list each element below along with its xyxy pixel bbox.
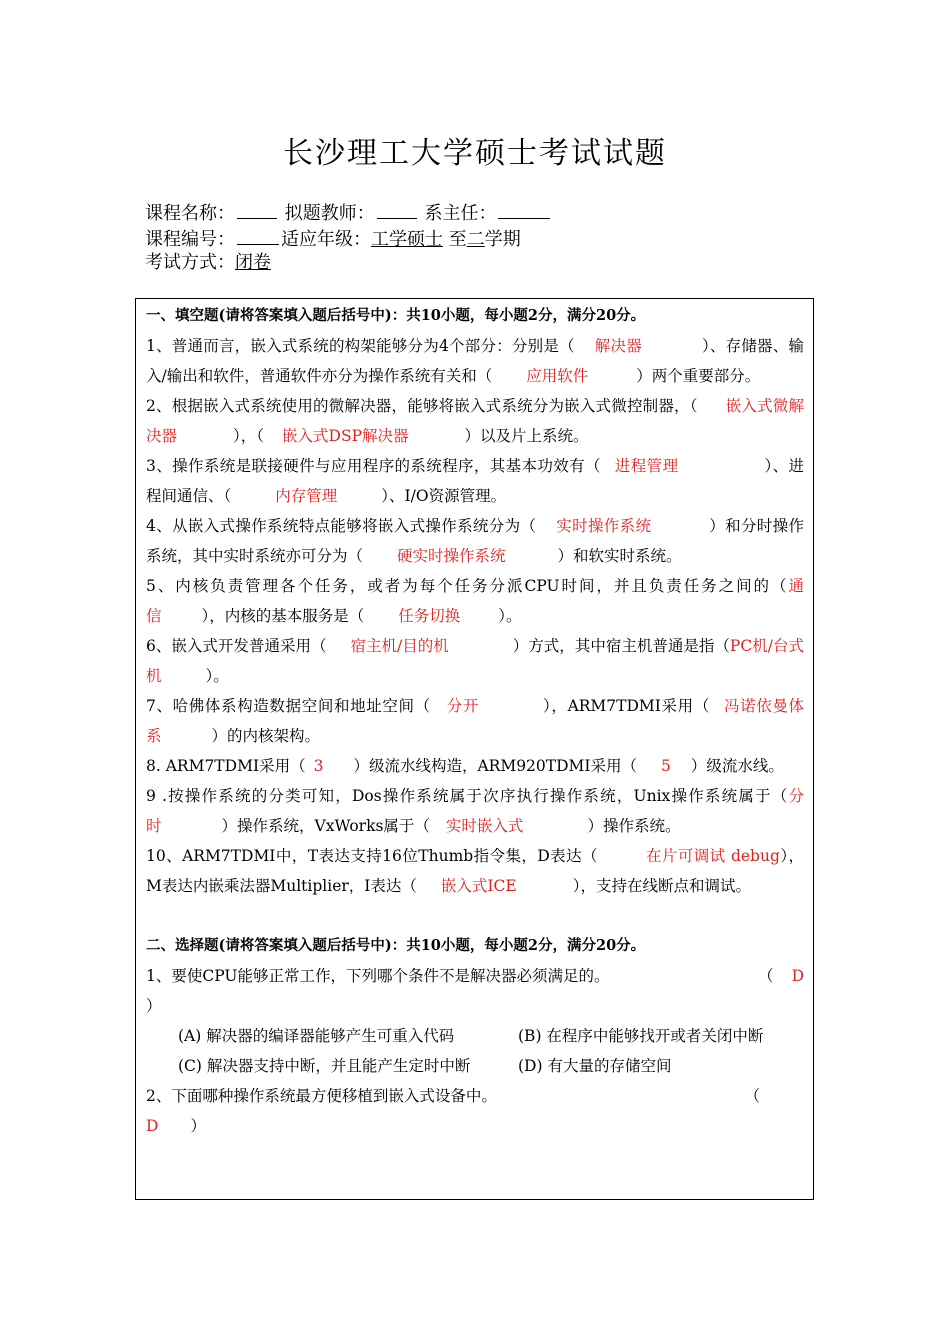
choice-answer-2 [146,1111,804,1141]
answer-text: 实时操作系统 [556,517,652,535]
answer-text: 5 [661,757,671,775]
teacher-blank [377,199,417,219]
answer-text: 通信 [146,577,804,625]
fill-question-7: 7、哈佛体系构造数据空间和地址空间（ 分开 ），ARM7TDMI采用（ 冯诺依曼体系 ）的内核架构。 [146,697,804,745]
grade-label: 适应年级： [281,229,371,250]
info-row-1 [145,199,552,226]
fill-question-5: 5、内核负责管理各个任务，或者为每个任务分派CPU时间，并且负责任务之间的（通信 ），内核的基本服务是（ 任务切换 ）。 [146,577,804,625]
fill-question-6: 6、嵌入式开发普通采用（ 宿主机/目的机 ）方式，其中宿主机普通是指（PC机/台式机 ）。 [146,637,804,685]
info-row-3 [145,250,271,275]
choice-question-1 [146,961,804,991]
exam-mode-label: 考试方式： [145,252,235,273]
teacher-label: 拟题教师： [284,203,375,224]
spacer [146,901,804,931]
answer-text: 内存管理 [275,487,338,505]
answer-text: 宿主机/目的机 [350,637,449,655]
director-label: 系主任： [424,203,497,224]
choice-question-text: 2、下面哪种操作系统最方便移植到嵌入式设备中。 [146,1087,497,1105]
answer-bracket: （ D [758,967,804,985]
answer-bracket-open: （ [744,1087,760,1105]
answer-text: 嵌入式微解决器 [146,397,804,445]
answer-text: 硬实时操作系统 [397,547,506,565]
answer-text: PC机/台式机 [146,637,804,685]
answer-text: 应用软件 [526,367,589,385]
course-code-blank [237,225,279,245]
bracket-close: ） [190,1117,206,1135]
option-a: (A) 解决器的编译器能够产生可重入代码 [178,1027,455,1045]
option-c: (C) 解决器支持中断，并且能产生定时中断 [178,1057,471,1075]
options-row-cd [146,1051,804,1081]
answer-text: 在片可调试 debug [645,847,780,865]
answer-text: 实时嵌入式 [445,817,524,835]
term-suffix: 学期 [484,229,521,250]
bracket-close: ） [146,997,162,1015]
exam-mode-value: 闭卷 [235,252,271,273]
answer-text: 3 [313,757,324,775]
fill-question-2: 2、根据嵌入式系统使用的微解决器，能够将嵌入式系统分为嵌入式微控制器，（ 嵌入式微解决器 ），（ 嵌入式DSP解决器 ）以及片上系统。 [146,397,804,445]
section1-heading: 一、填空题(请将答案填入题后括号中)：共10小题，每小题2分，满分20分。 [146,307,646,324]
fill-question-10: 10、ARM7TDMI中，T表达支持16位Thumb指令集，D表达（ 在片可调试 debug），M表达内嵌乘法器Multiplier，I表达（ 嵌入式ICE ），支持在线断点和调试。 [146,847,804,895]
questions-box [135,298,814,1200]
fill-question-1: 1、普通而言，嵌入式系统的构架能够分为4个部分：分别是（ 解决器 ）、存储器、输入/输出和软件，普通软件亦分为操作系统有关和（ 应用软件 ）两个重要部分。 [146,337,804,385]
answer-text: 解决器 [594,337,642,355]
director-blank [498,199,550,219]
option-d: (D) 有大量的存储空间 [518,1057,672,1075]
term-value: 二 [466,229,485,250]
fill-question-8: 8. ARM7TDMI采用（ 3 ）级流水线构造，ARM920TDMI采用（ 5 ）级流水线。 [146,757,784,775]
answer-text: 分开 [446,697,480,715]
answer-text: 嵌入式ICE [440,877,517,895]
answer-text: 冯诺依曼体系 [146,697,804,745]
answer-text: D [791,967,804,985]
choice-question-2 [146,1081,804,1111]
fill-question-3: 3、操作系统是联接硬件与应用程序的系统程序，其基本功效有（ 进程管理 ）、进程间通信、（ 内存管理 ）、I/O资源管理。 [146,457,804,505]
questions-content [146,301,804,1141]
course-name-label: 课程名称： [145,203,235,224]
answer-text: D [146,1117,159,1135]
info-row-2 [145,225,521,252]
answer-text: 嵌入式DSP解决器 [282,427,409,445]
exam-title: 长沙理工大学硕士考试试题 [283,136,667,171]
answer-text: 分时 [146,787,804,835]
course-name-blank [237,199,277,219]
grade-value: 工学硕士 [371,229,443,250]
answer-text: 任务切换 [398,607,461,625]
choice-question-text: 1、要使CPU能够正常工作，下列哪个条件不是解决器必须满足的。 [146,967,610,985]
fill-question-4: 4、从嵌入式操作系统特点能够将嵌入式操作系统分为（ 实时操作系统 ）和分时操作系统，其中实时系统亦可分为（ 硬实时操作系统 ）和软实时系统。 [146,517,804,565]
section2-heading: 二、选择题(请将答案填入题后括号中)：共10小题，每小题2分，满分20分。 [146,937,646,954]
option-b: (B) 在程序中能够找开或者关闭中断 [518,1027,764,1045]
answer-text: 进程管理 [614,457,679,475]
fill-question-9: 9 .按操作系统的分类可知，Dos操作系统属于次序执行操作系统，Unix操作系统属于（分时 ）操作系统，VxWorks属于（ 实时嵌入式 ）操作系统。 [146,787,804,835]
term-prefix: 至 [448,229,467,250]
course-code-label: 课程编号： [145,229,235,250]
options-row-ab [146,1021,804,1051]
